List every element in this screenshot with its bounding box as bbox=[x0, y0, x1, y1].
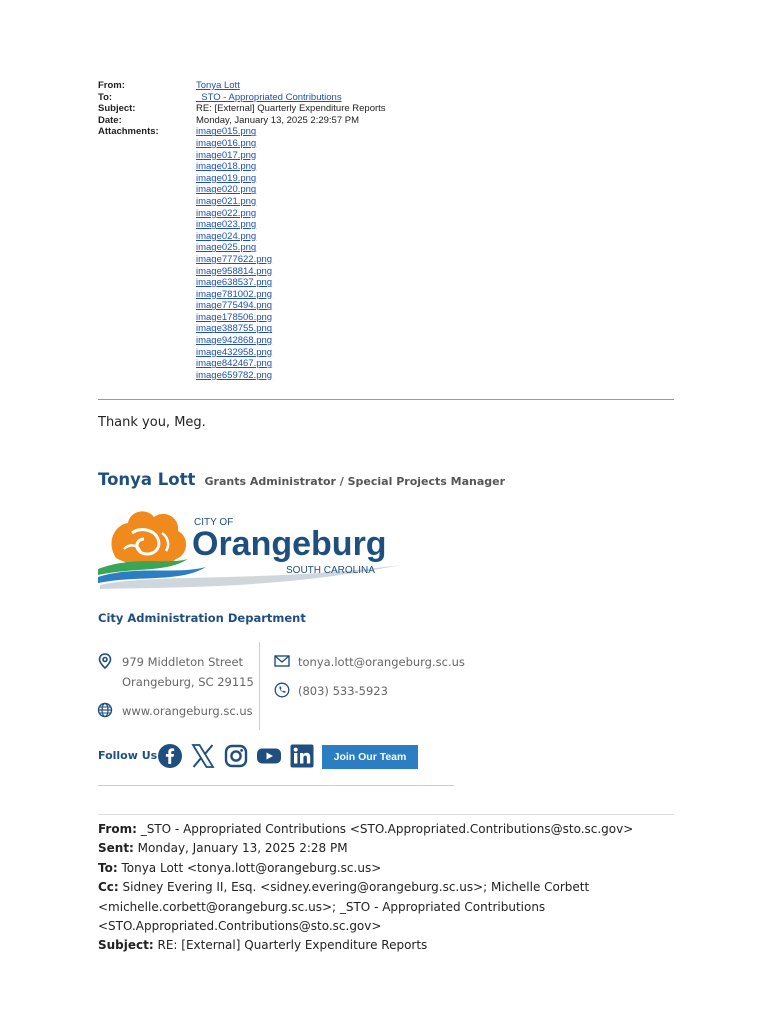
location-pin-icon bbox=[97, 653, 113, 669]
attachment-link[interactable]: image025.png bbox=[196, 242, 257, 254]
orig-subject-line bbox=[98, 936, 678, 955]
flower-icon bbox=[112, 511, 187, 566]
attachment-link[interactable]: image659782.png bbox=[196, 369, 273, 381]
signature-name-line bbox=[98, 470, 505, 489]
subject-row bbox=[98, 103, 386, 115]
original-message-header bbox=[98, 820, 678, 956]
join-our-team-button[interactable]: Join Our Team bbox=[322, 745, 418, 769]
orig-from-line bbox=[98, 820, 678, 839]
from-link[interactable]: Tonya Lott bbox=[196, 80, 240, 91]
attachment-link[interactable]: image020.png bbox=[196, 184, 257, 196]
contact-divider bbox=[259, 642, 260, 730]
attachment-link[interactable]: image842467.png bbox=[196, 358, 273, 370]
phone-icon bbox=[274, 682, 290, 698]
to-row bbox=[98, 92, 386, 104]
attachment-link[interactable]: image015.png bbox=[196, 126, 257, 138]
from-label: From: bbox=[98, 80, 125, 91]
logo-name: Orangeburg bbox=[192, 525, 387, 563]
orig-sent-line bbox=[98, 839, 678, 858]
to-label: To: bbox=[98, 91, 113, 103]
orig-to-value: Tonya Lott <tonya.lott@orangeburg.sc.us> bbox=[117, 860, 382, 875]
message-body: Thank you, Meg. bbox=[98, 415, 206, 430]
reply-divider bbox=[98, 814, 674, 815]
youtube-icon[interactable] bbox=[256, 743, 282, 769]
attachment-link[interactable]: image021.png bbox=[196, 195, 257, 207]
phone-number: (803) 533-5923 bbox=[298, 684, 388, 698]
email-header bbox=[98, 80, 386, 381]
linkedin-icon[interactable] bbox=[289, 743, 315, 769]
email-link[interactable]: tonya.lott@orangeburg.sc.us bbox=[298, 655, 465, 669]
attachment-link[interactable]: image775494.png bbox=[196, 300, 273, 312]
address-line1: 979 Middleton Street bbox=[122, 655, 244, 669]
orig-cc-label: Cc: bbox=[98, 880, 119, 895]
attachment-link[interactable]: image777622.png bbox=[196, 253, 273, 265]
orig-to-line bbox=[98, 859, 678, 878]
orig-from-label: From: bbox=[98, 822, 137, 836]
orig-sent-value: Monday, January 13, 2025 2:28 PM bbox=[133, 841, 348, 856]
orig-sent-label: Sent: bbox=[98, 841, 134, 856]
attachment-link[interactable]: image958814.png bbox=[196, 265, 273, 277]
attachment-link[interactable]: image023.png bbox=[196, 219, 257, 231]
attachment-link[interactable]: image016.png bbox=[196, 137, 257, 149]
orig-subject-label: Subject: bbox=[98, 938, 154, 953]
attachments-row bbox=[98, 126, 386, 381]
attachment-link[interactable]: image942868.png bbox=[196, 335, 273, 347]
signature-divider bbox=[98, 785, 454, 786]
orangeburg-logo bbox=[96, 503, 406, 595]
date-row bbox=[98, 115, 386, 127]
from-row bbox=[98, 80, 386, 92]
date-label: Date: bbox=[98, 114, 122, 126]
x-twitter-icon[interactable] bbox=[190, 743, 216, 769]
address-line2: Orangeburg, SC 29115 bbox=[122, 675, 254, 689]
attachment-link[interactable]: image432958.png bbox=[196, 346, 273, 358]
orig-to-label: To: bbox=[98, 860, 118, 875]
attachment-link[interactable]: image024.png bbox=[196, 230, 257, 242]
subject-value: RE: [External] Quarterly Expenditure Reports bbox=[196, 103, 386, 115]
orig-cc-line bbox=[98, 878, 678, 936]
attachment-link[interactable]: image638537.png bbox=[196, 277, 273, 289]
subject-label: Subject: bbox=[98, 103, 136, 115]
orig-from-value: _STO - Appropriated Contributions <STO.Appropriated.Contributions@sto.sc.gov> bbox=[136, 822, 634, 836]
attachment-link[interactable]: image019.png bbox=[196, 172, 257, 184]
logo-state: SOUTH CAROLINA bbox=[286, 565, 375, 576]
orig-cc-value: Sidney Evering II, Esq. <sidney.evering@orangeburg.sc.us>; Michelle Corbett <michelle.corbett@orangeburg.sc.us>; _STO - Appropriated Contributions <STO.Appropriated.Contributions@sto.sc.gov> bbox=[98, 880, 590, 934]
envelope-icon bbox=[274, 654, 290, 668]
attachment-link[interactable]: image781002.png bbox=[196, 288, 273, 300]
website-link[interactable]: www.orangeburg.sc.us bbox=[122, 704, 253, 718]
date-value: Monday, January 13, 2025 2:29:57 PM bbox=[196, 114, 360, 126]
attachment-link[interactable]: image388755.png bbox=[196, 323, 273, 335]
attachment-link[interactable]: image018.png bbox=[196, 161, 257, 173]
attachment-link[interactable]: image017.png bbox=[196, 149, 257, 161]
attachments-label: Attachments: bbox=[98, 126, 159, 138]
facebook-icon[interactable] bbox=[157, 743, 183, 769]
signature-title: Grants Administrator / Special Projects Manager bbox=[204, 475, 506, 488]
department-name: City Administration Department bbox=[98, 611, 306, 625]
header-divider bbox=[98, 399, 674, 400]
follow-us-label: Follow Us bbox=[98, 749, 158, 762]
attachment-link[interactable]: image022.png bbox=[196, 207, 257, 219]
instagram-icon[interactable] bbox=[223, 743, 249, 769]
logo-city-of: CITY OF bbox=[194, 517, 234, 528]
to-link[interactable]: _STO - Appropriated Contributions bbox=[196, 91, 342, 103]
attachment-link[interactable]: image178506.png bbox=[196, 311, 273, 323]
signature-name: Tonya Lott bbox=[98, 470, 196, 489]
orig-subject-value: RE: [External] Quarterly Expenditure Reports bbox=[153, 938, 428, 953]
attachments-list bbox=[196, 126, 272, 381]
globe-icon bbox=[97, 702, 113, 718]
